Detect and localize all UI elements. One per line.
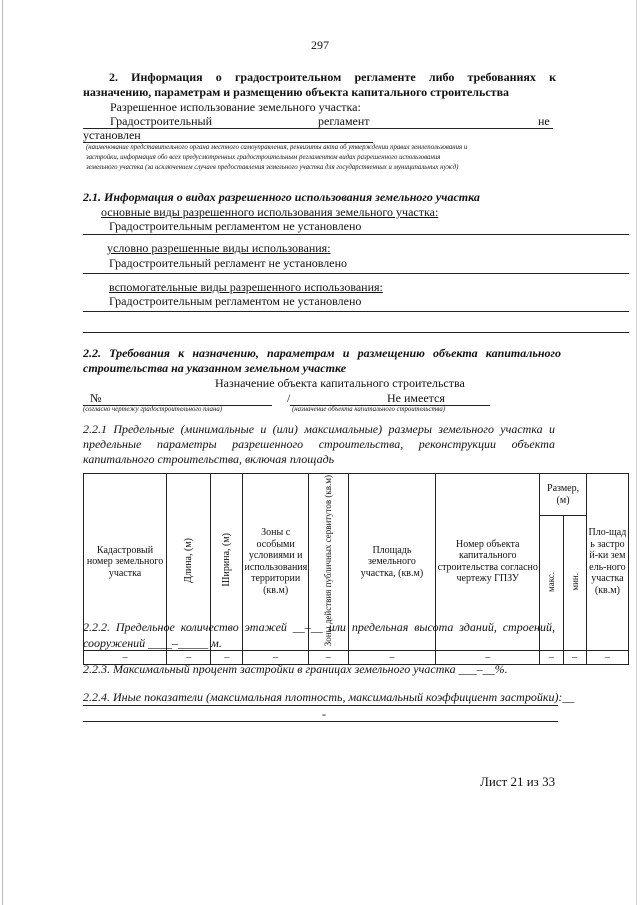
cell: – bbox=[436, 650, 540, 665]
section-2-heading-line1: 2. Информация о градостроительном регламенте либо требованиях к bbox=[109, 70, 556, 84]
para-2-2-1-line2: предельные параметры разрешенного строительства, реконструкции объекта bbox=[83, 437, 555, 451]
purpose-label: Назначение объекта капитального строительства bbox=[215, 376, 465, 390]
rule-main-uses bbox=[83, 234, 629, 235]
cell: – bbox=[563, 650, 586, 665]
cell: – bbox=[211, 650, 243, 665]
main-uses-label: основные виды разрешенного использования земельного участка: bbox=[101, 205, 439, 219]
scan-edge-right bbox=[636, 0, 637, 905]
main-uses-value: Градостроительным регламентом не установлено bbox=[109, 219, 362, 233]
header-width-text: Ширина, (м) bbox=[221, 533, 233, 587]
para-2-2-1-line1: 2.2.1 Предельные (минимальные и (или) максимальные) размеры земельного участка и bbox=[83, 422, 555, 436]
cell: – bbox=[586, 650, 628, 665]
dash-center: - bbox=[322, 707, 326, 721]
header-special-zones: Зоны с особыми условиями и использования территории (кв.м) bbox=[243, 474, 308, 651]
cell: – bbox=[540, 650, 563, 665]
para-2-2-3: 2.2.3. Максимальный процент застройки в границах земельного участка ___–__%. bbox=[83, 662, 508, 676]
header-object-number: Номер объекта капитального строительства согласно чертежу ГПЗУ bbox=[436, 474, 540, 651]
section-2-1-heading: 2.1. Информация о видах разрешенного использования земельного участка bbox=[83, 190, 480, 204]
permitted-use-label: Разрешенное использование земельного участка: bbox=[110, 100, 361, 114]
header-servitude-text: Зоны действия публичных сервитутов (кв.м) bbox=[323, 475, 334, 647]
rule-bottom bbox=[83, 721, 558, 722]
para-2-2-1-line3: капитального строительства, включая площадь bbox=[83, 452, 335, 466]
permitted-value-line2: установлен bbox=[83, 128, 141, 142]
para-2-2-4: 2.2.4. Иные показатели (максимальная плотность, максимальный коэффициент застройки):__ bbox=[83, 690, 575, 704]
permitted-value-word3: не bbox=[538, 114, 550, 128]
section-2-note-line2: застройки, информация обо всех предусмотренных градостроительным регламентом видах разрешенного использования bbox=[86, 154, 441, 161]
rule-other-indicators bbox=[83, 705, 558, 706]
conditional-uses-label: условно разрешенные виды использования: bbox=[107, 241, 331, 255]
header-built-area: Пло-щадь застрой-ки земель-ного участка (кв.м) bbox=[586, 474, 628, 651]
sheet-number: Лист 21 из 33 bbox=[480, 774, 556, 789]
header-size: Размер, (м) bbox=[540, 474, 587, 516]
scan-edge-left bbox=[2, 0, 3, 905]
para-2-2-2-line1: 2.2.2. Предельное количество этажей __–__ или предельная высота зданий, строений, bbox=[83, 620, 555, 634]
note-purpose: (назначение объекта капитального строительства) bbox=[292, 406, 445, 413]
number-sign: № bbox=[90, 391, 102, 405]
section-2-2-heading-line2: строительства на указанном земельном участке bbox=[83, 361, 347, 375]
section-2-heading-line2: назначению, параметрам и размещению объекта капитального строительства bbox=[83, 85, 510, 99]
cell: – bbox=[243, 650, 308, 665]
cell: – bbox=[84, 650, 167, 665]
conditional-uses-value: Градостроительный регламент не установлено bbox=[109, 256, 347, 270]
header-length-text: Длина, (м) bbox=[182, 537, 194, 583]
header-area: Площадь земельного участка, (кв.м) bbox=[348, 474, 436, 651]
header-max-text: макс. bbox=[546, 571, 557, 592]
auxiliary-uses-value: Градостроительным регламентом не установлено bbox=[109, 294, 362, 308]
page-number: 297 bbox=[311, 38, 329, 52]
section-2-2-heading-line1: 2.2. Требования к назначению, параметрам и размещению объекта капитального bbox=[83, 346, 561, 360]
auxiliary-uses-label: вспомогательные виды разрешенного использования: bbox=[109, 280, 383, 294]
note-plan: (согласно чертежу градостроительного плана) bbox=[83, 406, 222, 413]
header-cadastral: Кадастровый номер земельного участка bbox=[84, 474, 167, 651]
section-2-note-line1: (наименование представительного органа местного самоуправления, реквизиты акта об утверждении правил землепользования и bbox=[86, 144, 468, 151]
para-2-2-2-line2: сооружений ____–_____ м. bbox=[83, 636, 222, 650]
rule-section-separator bbox=[83, 332, 629, 333]
permitted-value-word1: Градостроительный bbox=[110, 114, 212, 128]
permitted-value-word2: регламент bbox=[318, 114, 370, 128]
cell: – bbox=[167, 650, 211, 665]
header-min-text: мин. bbox=[569, 573, 580, 591]
underline-permitted-1 bbox=[83, 128, 553, 129]
slash: / bbox=[287, 391, 291, 405]
header-min bbox=[563, 516, 586, 650]
cell: – bbox=[348, 650, 436, 665]
cell: – bbox=[308, 650, 348, 665]
rule-conditional-uses bbox=[83, 273, 629, 274]
section-2-note-line3: земельного участка (за исключением случаев предоставления земельного участка для государственных и муниципальных нужд) bbox=[86, 164, 459, 171]
underline-permitted-2 bbox=[83, 142, 373, 143]
rule-auxiliary-uses bbox=[83, 311, 629, 312]
purpose-value: Не имеется bbox=[387, 391, 445, 405]
